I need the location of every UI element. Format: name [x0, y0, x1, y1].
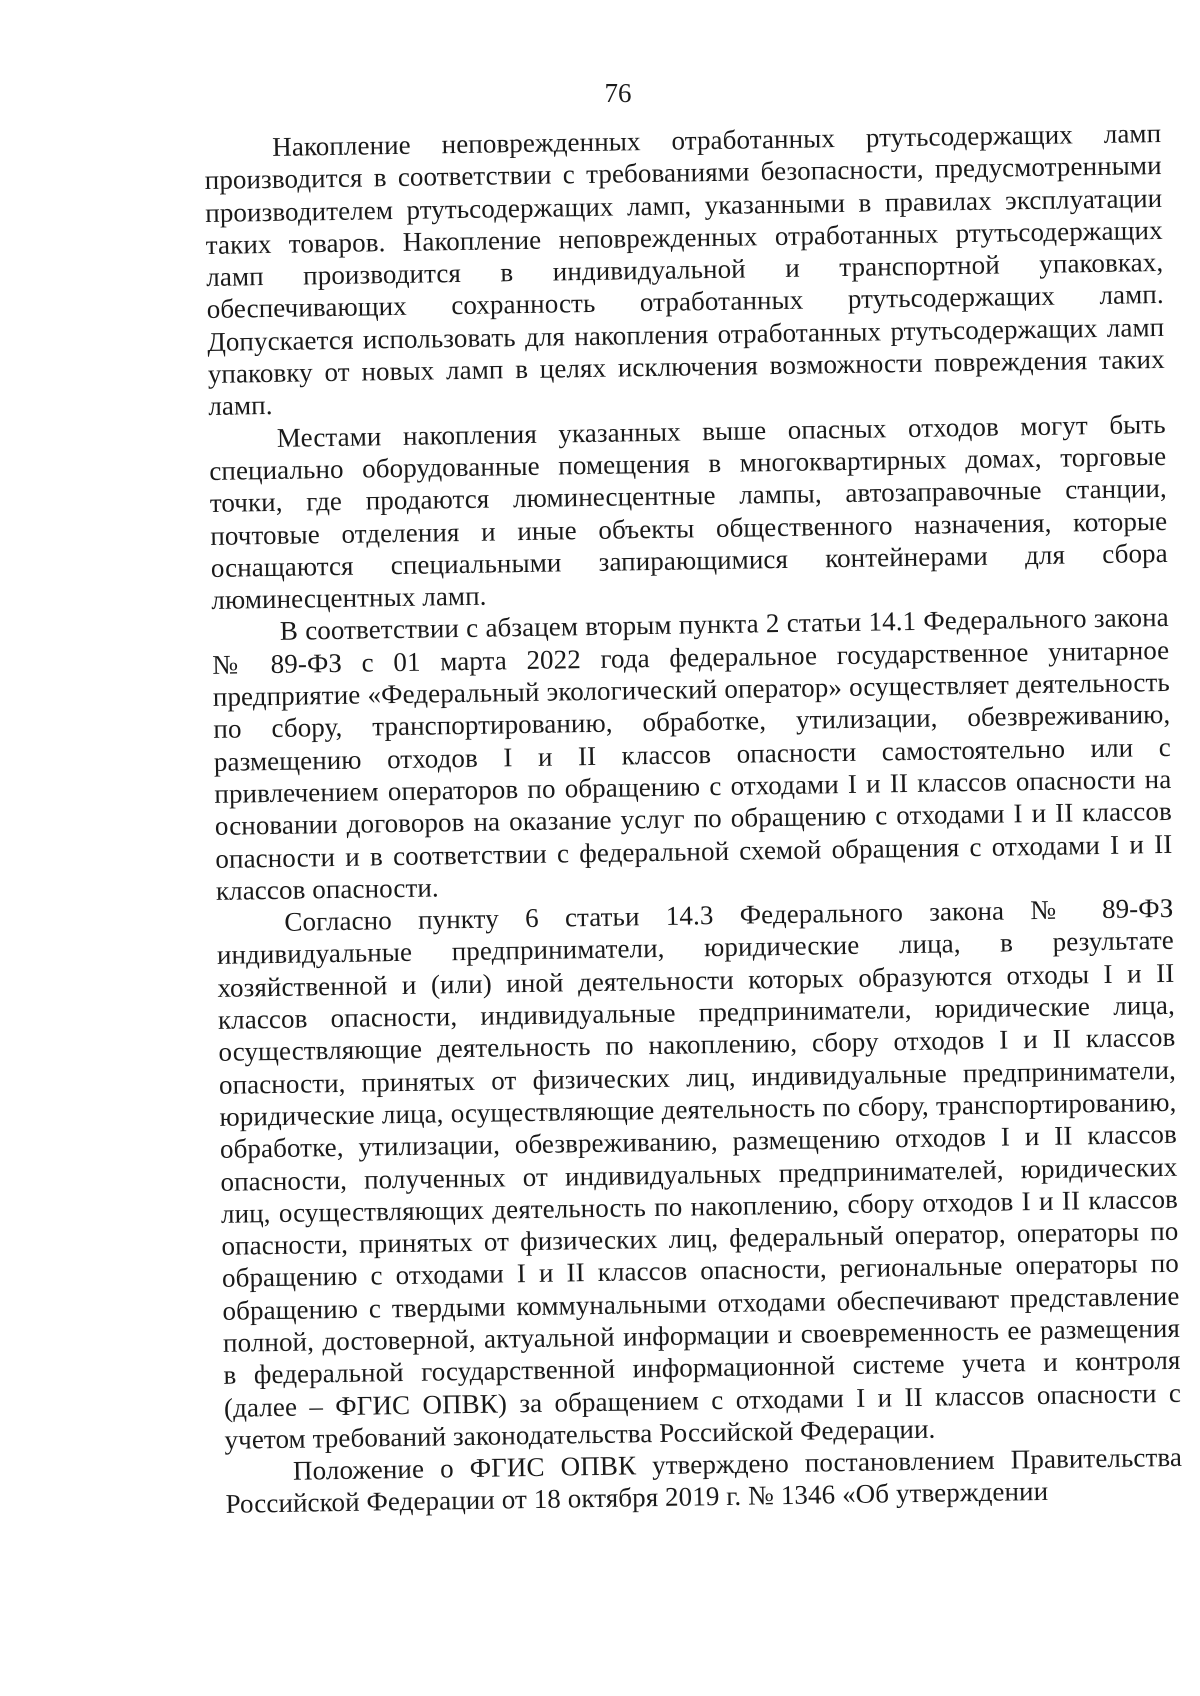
page-number: 76 [604, 78, 632, 108]
paragraph-lamp-storage: Накопление неповрежденных отработанных ртутьсодержащих ламп производится в соответствии с требованиями безопасности, предусмотренными производителем ртутьсодержащих ламп, указанными в правилах эксплуатации таких товаров. Накопление неповрежденных отработанных ртутьсодержащих ламп производится в индивидуальной и транспортной упаковках, обеспечивающих сохранность отработанных ртутьсодержащих ламп. Допускается использовать для накопления отработанных ртутьсодержащих ламп упаковку от новых ламп в целях исключения возможности повреждения таких ламп. [204, 117, 1165, 422]
document-body [204, 117, 1183, 1521]
paragraph-storage-places: Местами накопления указанных выше опасных отходов могут быть специально оборудованные помещения в многоквартирных домах, торговые точки, где продаются люминесцентные лампы, автозаправочные станции, почтовые отделения и иные объекты общественного назначения, которые оснащаются специальными запирающимися контейнерами для сбора люминесцентных ламп. [209, 408, 1168, 616]
paragraph-fgis-regulation: Положение о ФГИС ОПВК утверждено постановлением Правительства Российской Федерации от 18 октября 2019 г. № 1346 «Об утверждении [225, 1441, 1183, 1520]
paragraph-fgis-reporting: Согласно пункту 6 статьи 14.3 Федерального закона № 89-ФЗ индивидуальные предприниматели, юридические лица, в результате хозяйственной и (или) иной деятельности которых образуются отходы I и II классов опасности, индивидуальные предприниматели, юридические лица, осуществляющие деятельность по накоплению, сбору отходов I и II классов опасности, принятых от физических лиц, индивидуальные предприниматели, юридические лица, осуществляющие деятельность по сбору, транспортированию, обработке, утилизации, обезвреживанию, размещению отходов I и II классов опасности, полученных от индивидуальных предпринимателей, юридических лиц, осуществляющих деятельность по накоплению, сбору отходов I и II классов опасности, принятых от физических лиц, федеральный оператор, операторы по обращению с отходами I и II классов опасности, региональные операторы по обращению с твердыми коммунальными отходами обеспечивают представление полной, достоверной, актуальной информации и своевременность ее размещения в федеральной государственной информационной системе учета и контроля (далее – ФГИС ОПВК) за обращением с отходами I и II классов опасности с учетом требований законодательства Российской Федерации. [216, 892, 1182, 1455]
paragraph-federal-operator: В соответствии с абзацем вторым пункта 2 статьи 14.1 Федерального закона № 89-ФЗ с 01 марта 2022 года федеральное государственное унитарное предприятие «Федеральный экологический оператор» осуществляет деятельность по сбору, транспортированию, обработке, утилизации, обезвреживанию, размещению отходов I и II классов опасности самостоятельно или с привлечением операторов по обращению с отходами I и II классов опасности на основании договоров на оказание услуг по обращению с отходами I и II классов опасности и в соответствии с федеральной схемой обращения с отходами I и II классов опасности. [212, 602, 1173, 906]
